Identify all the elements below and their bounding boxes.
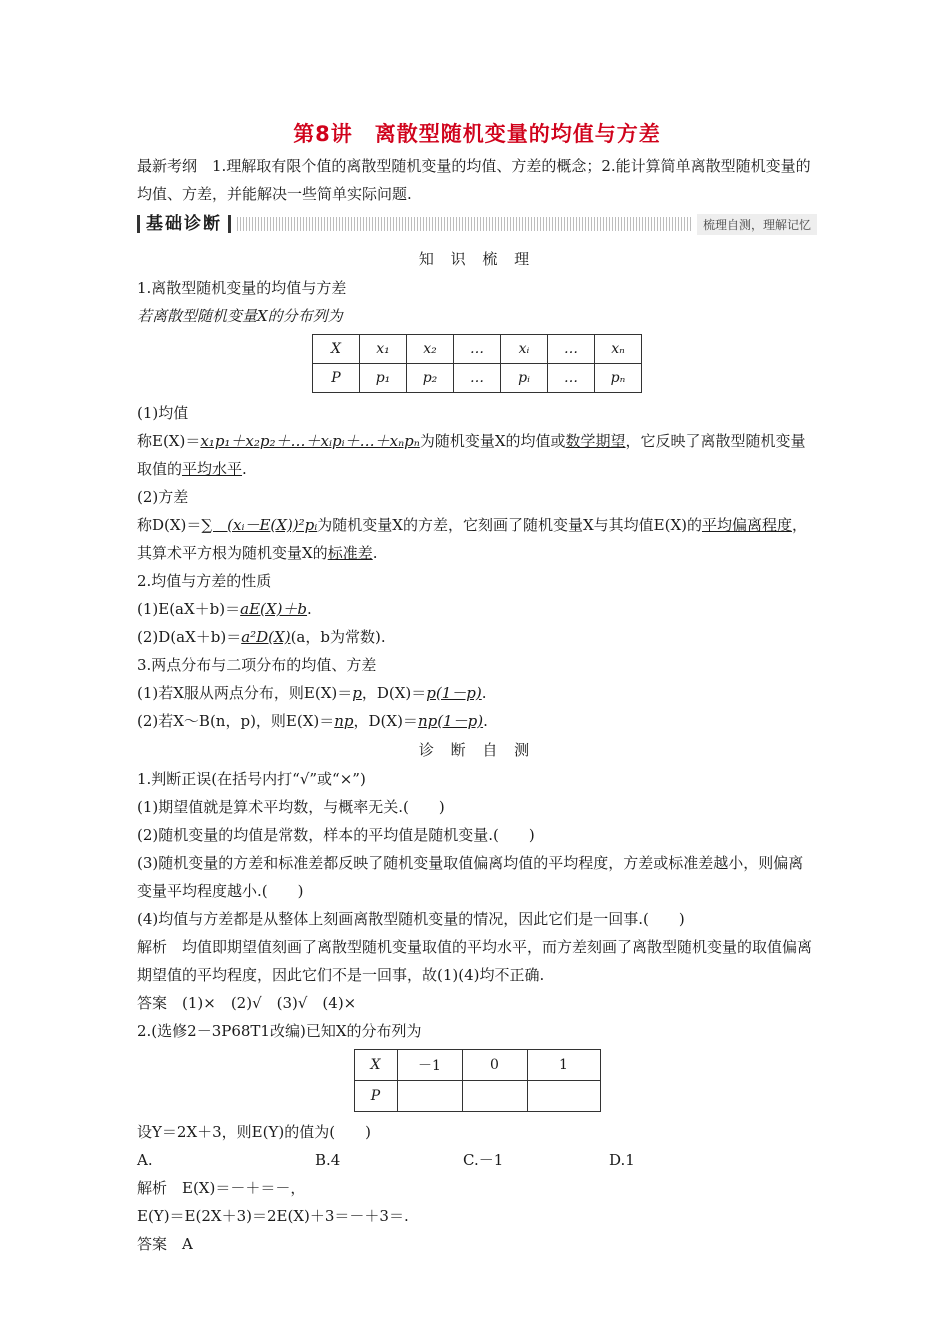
text-span: 称E(X)＝ [137, 432, 201, 450]
banner-divider [237, 217, 691, 231]
table-cell: x₂ [407, 335, 454, 364]
table-row [354, 1081, 600, 1112]
question-1-item: (3)随机变量的方差和标准差都反映了随机变量取值偏离均值的平均程度，方差或标准差越小，则偏离变量平均程度越小.( ) [137, 854, 804, 900]
question-1-analysis: 解析 均值即期望值刻画了离散型随机变量取值的平均水平，而方差刻画了离散型随机变量的取值偏离期望值的平均程度，因此它们不是一回事，故(1)(4)均不正确. [137, 938, 813, 984]
text-span: ，其算术平方根为随机变量X的 [137, 516, 808, 562]
question-2-answer: 答案 A [137, 1235, 193, 1253]
question-1-item: (2)随机变量的均值是常数，样本的平均值是随机变量.( ) [137, 826, 535, 844]
knowledge-heading: 知 识 梳 理 [418, 250, 536, 268]
blank-answer: 平均水平 [182, 460, 243, 478]
binomial-line [137, 707, 817, 735]
variance-definition [137, 511, 817, 567]
blank-answer: a²D(X) [241, 628, 291, 646]
question-1-title: 1.判断正误(在括号内打“√”或“×”) [137, 770, 366, 788]
section-3-title: 3.两点分布与二项分布的均值、方差 [137, 656, 377, 674]
question-2-title: 2.(选修2－3P68T1改编)已知X的分布列为 [137, 1022, 422, 1040]
text-span: . [307, 600, 312, 618]
table-cell: p₂ [407, 364, 454, 393]
distribution-table-1 [312, 334, 642, 393]
property-2 [137, 623, 817, 651]
table-cell: pᵢ [501, 364, 548, 393]
table-cell [527, 1081, 600, 1112]
table-cell: … [454, 364, 501, 393]
table-cell [397, 1081, 462, 1112]
table-cell: －1 [397, 1050, 462, 1081]
mean-definition [137, 427, 817, 483]
text-span: (1)E(aX＋b)＝ [137, 600, 241, 618]
question-2-analysis-2: E(Y)＝E(2X＋3)＝2E(X)＋3＝－＋3＝. [137, 1207, 409, 1225]
text-span: (2)若X～B(n，p)，则E(X)＝ [137, 712, 335, 730]
banner-label: 基础诊断 [137, 215, 231, 233]
question-2-analysis: 解析 E(X)＝－＋＝－， [137, 1179, 306, 1197]
table-row [313, 364, 642, 393]
table-cell: … [548, 335, 595, 364]
table-cell: … [454, 335, 501, 364]
table-cell: 0 [462, 1050, 527, 1081]
blank-answer: aE(X)＋b [240, 600, 308, 618]
table-cell: xᵢ [501, 335, 548, 364]
table-cell: pₙ [595, 364, 642, 393]
table-cell: x₁ [360, 335, 407, 364]
question-1-answer: 答案 (1)× (2)√ (3)√ (4)× [137, 994, 357, 1012]
table-cell: P [354, 1081, 397, 1112]
syllabus: 最新考纲 1.理解取有限个值的离散型随机变量的均值、方差的概念；2.能计算简单离散型随机变量的均值、方差，并能解决一些简单实际问题. [137, 157, 811, 203]
variance-heading: (2)方差 [137, 488, 189, 506]
text-span: . [372, 544, 378, 562]
section-1-title: 1.离散型随机变量的均值与方差 [137, 279, 347, 297]
option-d: D.1 [609, 1151, 635, 1169]
blank-answer: np(1－p) [417, 712, 484, 730]
table-cell [462, 1081, 527, 1112]
text-span: (2)D(aX＋b)＝ [137, 628, 242, 646]
blank-answer: 标准差 [327, 544, 373, 562]
option-a: A. [137, 1151, 153, 1169]
diagnosis-heading: 诊 断 自 测 [418, 741, 536, 759]
table-row [313, 335, 642, 364]
question-1-item: (4)均值与方差都是从整体上刻画离散型随机变量的情况，因此它们是一回事.( ) [137, 910, 685, 928]
text-span: . [483, 712, 488, 730]
page-title: 第8讲 离散型随机变量的均值与方差 [293, 122, 661, 146]
distribution-table-2 [354, 1049, 601, 1112]
blank-answer: 平均偏离程度 [701, 516, 792, 534]
table-cell: X [354, 1050, 397, 1081]
text-span: ，它反映了离散型随机变量取值的 [137, 432, 806, 478]
text-span: . [242, 460, 247, 478]
document-page [137, 118, 817, 1258]
blank-answer: ∑ (xᵢ－E(X))²pᵢ [201, 516, 318, 534]
mean-heading: (1)均值 [137, 404, 189, 422]
table-cell: P [313, 364, 360, 393]
text-span: ，D(X)＝ [353, 712, 418, 730]
table-cell: X [313, 335, 360, 364]
blank-answer: 数学期望 [565, 432, 626, 450]
question-2-prompt: 设Y＝2X＋3，则E(Y)的值为( ) [137, 1123, 371, 1141]
text-span: (1)若X服从两点分布，则E(X)＝ [137, 684, 353, 702]
table-cell: 1 [527, 1050, 600, 1081]
table-cell: … [548, 364, 595, 393]
text-span: 为随机变量X的方差，它刻画了随机变量X与其均值E(X)的 [317, 516, 702, 534]
question-1-item: (1)期望值就是算术平均数，与概率无关.( ) [137, 798, 445, 816]
text-span: 称D(X)＝ [137, 516, 202, 534]
table-cell: p₁ [360, 364, 407, 393]
two-point-line [137, 679, 817, 707]
answer-options [137, 1146, 817, 1174]
table-cell: xₙ [595, 335, 642, 364]
section-banner [137, 210, 817, 238]
text-span: ，D(X)＝ [361, 684, 427, 702]
blank-answer: p(1－p) [426, 684, 482, 702]
banner-subtitle: 梳理自测，理解记忆 [697, 214, 817, 235]
section-2-title: 2.均值与方差的性质 [137, 572, 272, 590]
option-c: C.－1 [463, 1151, 504, 1169]
text-span: (a，b为常数). [290, 628, 386, 646]
table-row [354, 1050, 600, 1081]
section-1-intro: 若离散型随机变量X的分布列为 [137, 307, 343, 325]
blank-answer: np [334, 712, 354, 730]
text-span: . [481, 684, 487, 702]
blank-answer: p [352, 684, 362, 702]
option-b: B.4 [315, 1151, 341, 1169]
property-1 [137, 595, 817, 623]
text-span: 为随机变量X的均值或 [419, 432, 566, 450]
blank-answer: x₁p₁＋x₂p₂＋…＋xᵢpᵢ＋…＋xₙpₙ [200, 432, 420, 450]
